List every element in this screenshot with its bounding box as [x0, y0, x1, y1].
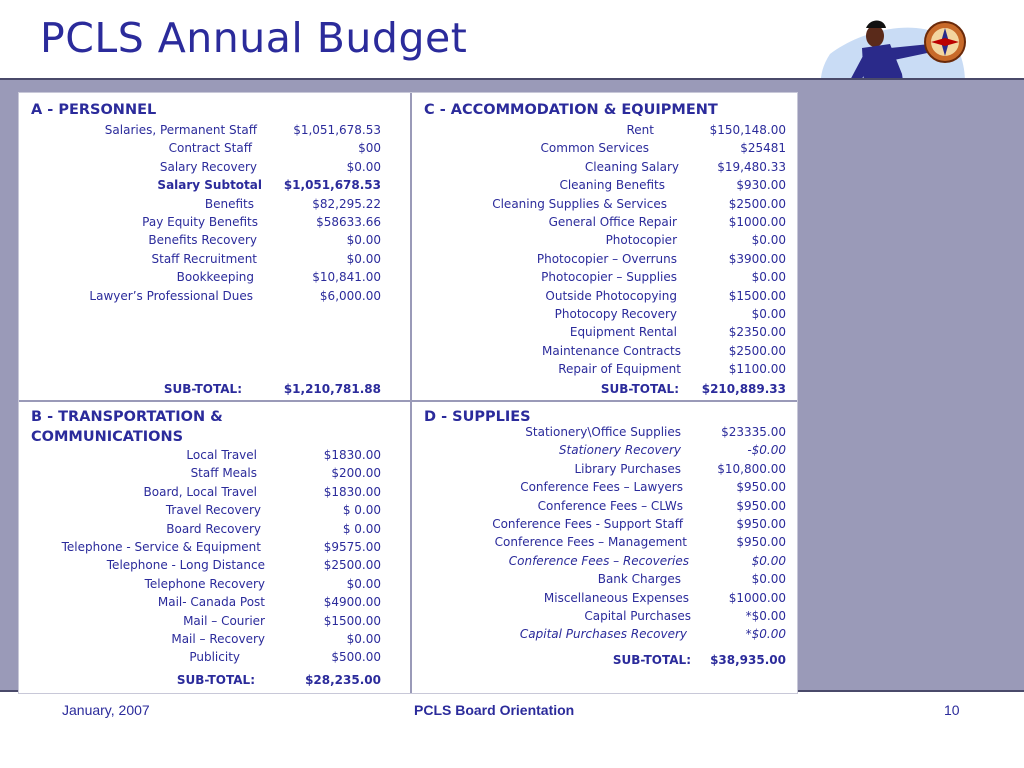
row-label: Board, Local Travel — [143, 484, 257, 499]
row-value: $19,480.33 — [717, 159, 786, 174]
row-value: $3900.00 — [728, 251, 786, 266]
row-label: Staff Recruitment — [151, 251, 257, 266]
subtotal-row — [19, 671, 410, 689]
row-label: Cleaning Benefits — [559, 178, 665, 193]
table-row — [19, 483, 410, 501]
subtotal-row — [412, 651, 797, 669]
table-row — [19, 139, 410, 157]
table-row — [19, 464, 410, 482]
row-label: Bookkeeping — [176, 270, 254, 285]
row-value: $2500.00 — [728, 343, 786, 358]
row-value: $200.00 — [331, 466, 381, 481]
row-label: Repair of Equipment — [558, 362, 681, 377]
table-row — [412, 195, 797, 213]
subtotal-value: $1,210,781.88 — [283, 382, 381, 396]
table-row — [19, 250, 410, 268]
row-value: $4900.00 — [323, 595, 381, 610]
row-value: $1000.00 — [728, 590, 786, 605]
footer-page-number: 10 — [944, 702, 960, 718]
subtotal-label: SUB-TOTAL: — [612, 653, 691, 667]
table-row — [19, 538, 410, 556]
subtotal-label: SUB-TOTAL: — [163, 382, 242, 396]
table-row — [412, 323, 797, 341]
row-value: -$0.00 — [747, 443, 786, 458]
row-label: Bank Charges — [597, 572, 681, 587]
section-heading: A - PERSONNEL — [31, 102, 157, 118]
row-label: Local Travel — [186, 448, 257, 462]
table-row — [412, 460, 797, 478]
row-label: Salary Subtotal — [157, 178, 262, 193]
subtotal-label: SUB-TOTAL: — [176, 673, 255, 687]
band-top-line — [0, 78, 1024, 80]
row-label: Conference Fees – Lawyers — [520, 480, 683, 495]
row-value: $0.00 — [751, 572, 786, 587]
row-value: $0.00 — [346, 159, 381, 174]
table-row — [412, 287, 797, 305]
row-label: Library Purchases — [574, 461, 681, 476]
row-label: Equipment Rental — [569, 325, 677, 340]
row-value: $9575.00 — [323, 540, 381, 554]
table-row — [412, 423, 797, 441]
row-value: $2500.00 — [728, 196, 786, 211]
row-value: $1830.00 — [323, 448, 381, 462]
row-value: $0.00 — [346, 251, 381, 266]
row-value: *$0.00 — [745, 627, 786, 642]
row-label: Rent — [626, 123, 654, 137]
table-row — [412, 497, 797, 515]
row-label: General Office Repair — [548, 215, 677, 229]
table-row — [19, 648, 410, 666]
row-value: $0.00 — [346, 233, 381, 248]
footer-date: January, 2007 — [62, 702, 150, 718]
table-row — [19, 287, 410, 305]
table-row — [412, 570, 797, 588]
row-value: $10,800.00 — [717, 461, 786, 476]
table-row — [19, 520, 410, 538]
row-value: $2350.00 — [728, 325, 786, 340]
row-label: Stationery Recovery — [558, 443, 681, 458]
section-transportation-communications — [19, 402, 410, 693]
section-heading-line1: B - TRANSPORTATION & — [31, 409, 223, 425]
table-row — [412, 305, 797, 323]
row-label: Cleaning Supplies & Services — [492, 196, 667, 211]
row-value: $58633.66 — [316, 215, 381, 229]
table-row — [19, 612, 410, 630]
footer-title: PCLS Board Orientation — [414, 702, 575, 718]
row-label: Publicity — [189, 650, 240, 665]
table-row — [412, 533, 797, 551]
row-label: Photocopier – Supplies — [541, 270, 677, 285]
row-label: Staff Meals — [190, 466, 257, 481]
row-label: Photocopier – Overruns — [536, 251, 677, 266]
table-row — [412, 360, 797, 378]
row-value: $950.00 — [736, 480, 786, 495]
table-row — [412, 121, 797, 139]
table-row — [19, 158, 410, 176]
row-label: Stationery\Office Supplies — [525, 425, 681, 439]
row-label: Board Recovery — [166, 521, 261, 536]
row-label: Conference Fees – Management — [494, 535, 687, 550]
table-row — [19, 501, 410, 519]
row-label: Conference Fees – Recoveries — [508, 553, 689, 568]
row-label: Mail – Recovery — [171, 632, 265, 646]
row-value: $ 0.00 — [342, 521, 381, 536]
row-label: Mail – Courier — [183, 613, 265, 628]
row-label: Benefits — [204, 196, 254, 211]
section-heading-line2: COMMUNICATIONS — [31, 429, 184, 445]
row-value: $23335.00 — [721, 425, 786, 439]
row-label: Maintenance Contracts — [542, 343, 681, 358]
row-label: Conference Fees - Support Staff — [492, 517, 683, 531]
section-heading: D - SUPPLIES — [424, 409, 531, 425]
row-value: $25481 — [740, 141, 786, 156]
table-row — [19, 593, 410, 611]
table-row — [19, 556, 410, 574]
slide-title: PCLS Annual Budget — [40, 14, 468, 62]
table-row — [19, 268, 410, 286]
subtotal-label: SUB-TOTAL: — [600, 382, 679, 396]
subtotal-value: $210,889.33 — [701, 382, 786, 396]
row-value: $0.00 — [346, 576, 381, 591]
row-label: Capital Purchases Recovery — [519, 627, 687, 642]
row-label: Conference Fees – CLWs — [537, 498, 683, 513]
row-value: $500.00 — [331, 650, 381, 665]
section-supplies — [412, 402, 797, 693]
subtotal-value: $28,235.00 — [305, 673, 381, 687]
table-row — [19, 176, 410, 194]
table-row — [19, 231, 410, 249]
table-row — [412, 441, 797, 459]
row-value: $0.00 — [751, 270, 786, 285]
row-label: Benefits Recovery — [148, 233, 257, 248]
table-row — [19, 195, 410, 213]
row-label: Telephone - Service & Equipment — [61, 540, 261, 554]
table-row — [412, 176, 797, 194]
section-heading: C - ACCOMMODATION & EQUIPMENT — [424, 102, 718, 118]
row-value: $1,051,678.53 — [283, 178, 381, 193]
subtotal-value: $38,935.00 — [710, 653, 786, 667]
row-value: $10,841.00 — [312, 270, 381, 285]
row-label: Photocopy Recovery — [554, 307, 677, 321]
table-row — [412, 268, 797, 286]
row-value: $950.00 — [736, 517, 786, 531]
row-value: $950.00 — [736, 498, 786, 513]
row-value: $2500.00 — [323, 558, 381, 573]
table-row — [19, 575, 410, 593]
row-value: $150,148.00 — [709, 123, 786, 137]
table-row — [412, 625, 797, 643]
subtotal-row — [19, 380, 410, 398]
subtotal-row — [412, 380, 797, 398]
section-personnel — [19, 93, 410, 400]
row-value: $0.00 — [751, 307, 786, 321]
row-label: Mail- Canada Post — [157, 595, 265, 610]
row-label: Lawyer’s Professional Dues — [89, 288, 253, 303]
row-label: Common Services — [540, 141, 649, 156]
row-value: $00 — [358, 141, 381, 156]
table-row — [412, 589, 797, 607]
row-label: Salaries, Permanent Staff — [104, 123, 257, 137]
table-row — [412, 478, 797, 496]
row-value: $0.00 — [751, 553, 786, 568]
table-row — [19, 630, 410, 648]
row-value: $0.00 — [751, 233, 786, 248]
row-label: Pay Equity Benefits — [142, 215, 258, 229]
row-value: $950.00 — [736, 535, 786, 550]
table-row — [412, 139, 797, 157]
row-label: Outside Photocopying — [545, 288, 677, 303]
table-row — [412, 250, 797, 268]
row-value: $1000.00 — [728, 215, 786, 229]
row-value: $1830.00 — [323, 484, 381, 499]
row-value: $6,000.00 — [319, 288, 381, 303]
row-value: $82,295.22 — [312, 196, 381, 211]
table-row — [412, 213, 797, 231]
table-row — [19, 121, 410, 139]
row-label: Telephone - Long Distance — [106, 558, 265, 573]
row-value: $ 0.00 — [342, 503, 381, 518]
table-row — [412, 342, 797, 360]
row-value: $0.00 — [346, 632, 381, 646]
row-value: $930.00 — [736, 178, 786, 193]
row-value: $1500.00 — [728, 288, 786, 303]
table-row — [19, 446, 410, 464]
row-label: Miscellaneous Expenses — [543, 590, 689, 605]
table-row — [412, 607, 797, 625]
table-row — [412, 231, 797, 249]
row-value: $1,051,678.53 — [293, 123, 381, 137]
row-label: Travel Recovery — [165, 503, 261, 518]
budget-table — [18, 92, 798, 694]
section-accommodation-equipment — [412, 93, 797, 400]
table-row — [412, 158, 797, 176]
row-label: Salary Recovery — [159, 159, 257, 174]
table-row — [19, 213, 410, 231]
table-row — [412, 552, 797, 570]
row-label: Capital Purchases — [584, 609, 691, 623]
row-label: Contract Staff — [168, 141, 252, 156]
row-value: *$0.00 — [745, 609, 786, 623]
row-label: Telephone Recovery — [144, 576, 265, 591]
table-row — [412, 515, 797, 533]
row-value: $1100.00 — [728, 362, 786, 377]
row-value: $1500.00 — [323, 613, 381, 628]
row-label: Cleaning Salary — [584, 159, 679, 174]
row-label: Photocopier — [605, 233, 677, 248]
